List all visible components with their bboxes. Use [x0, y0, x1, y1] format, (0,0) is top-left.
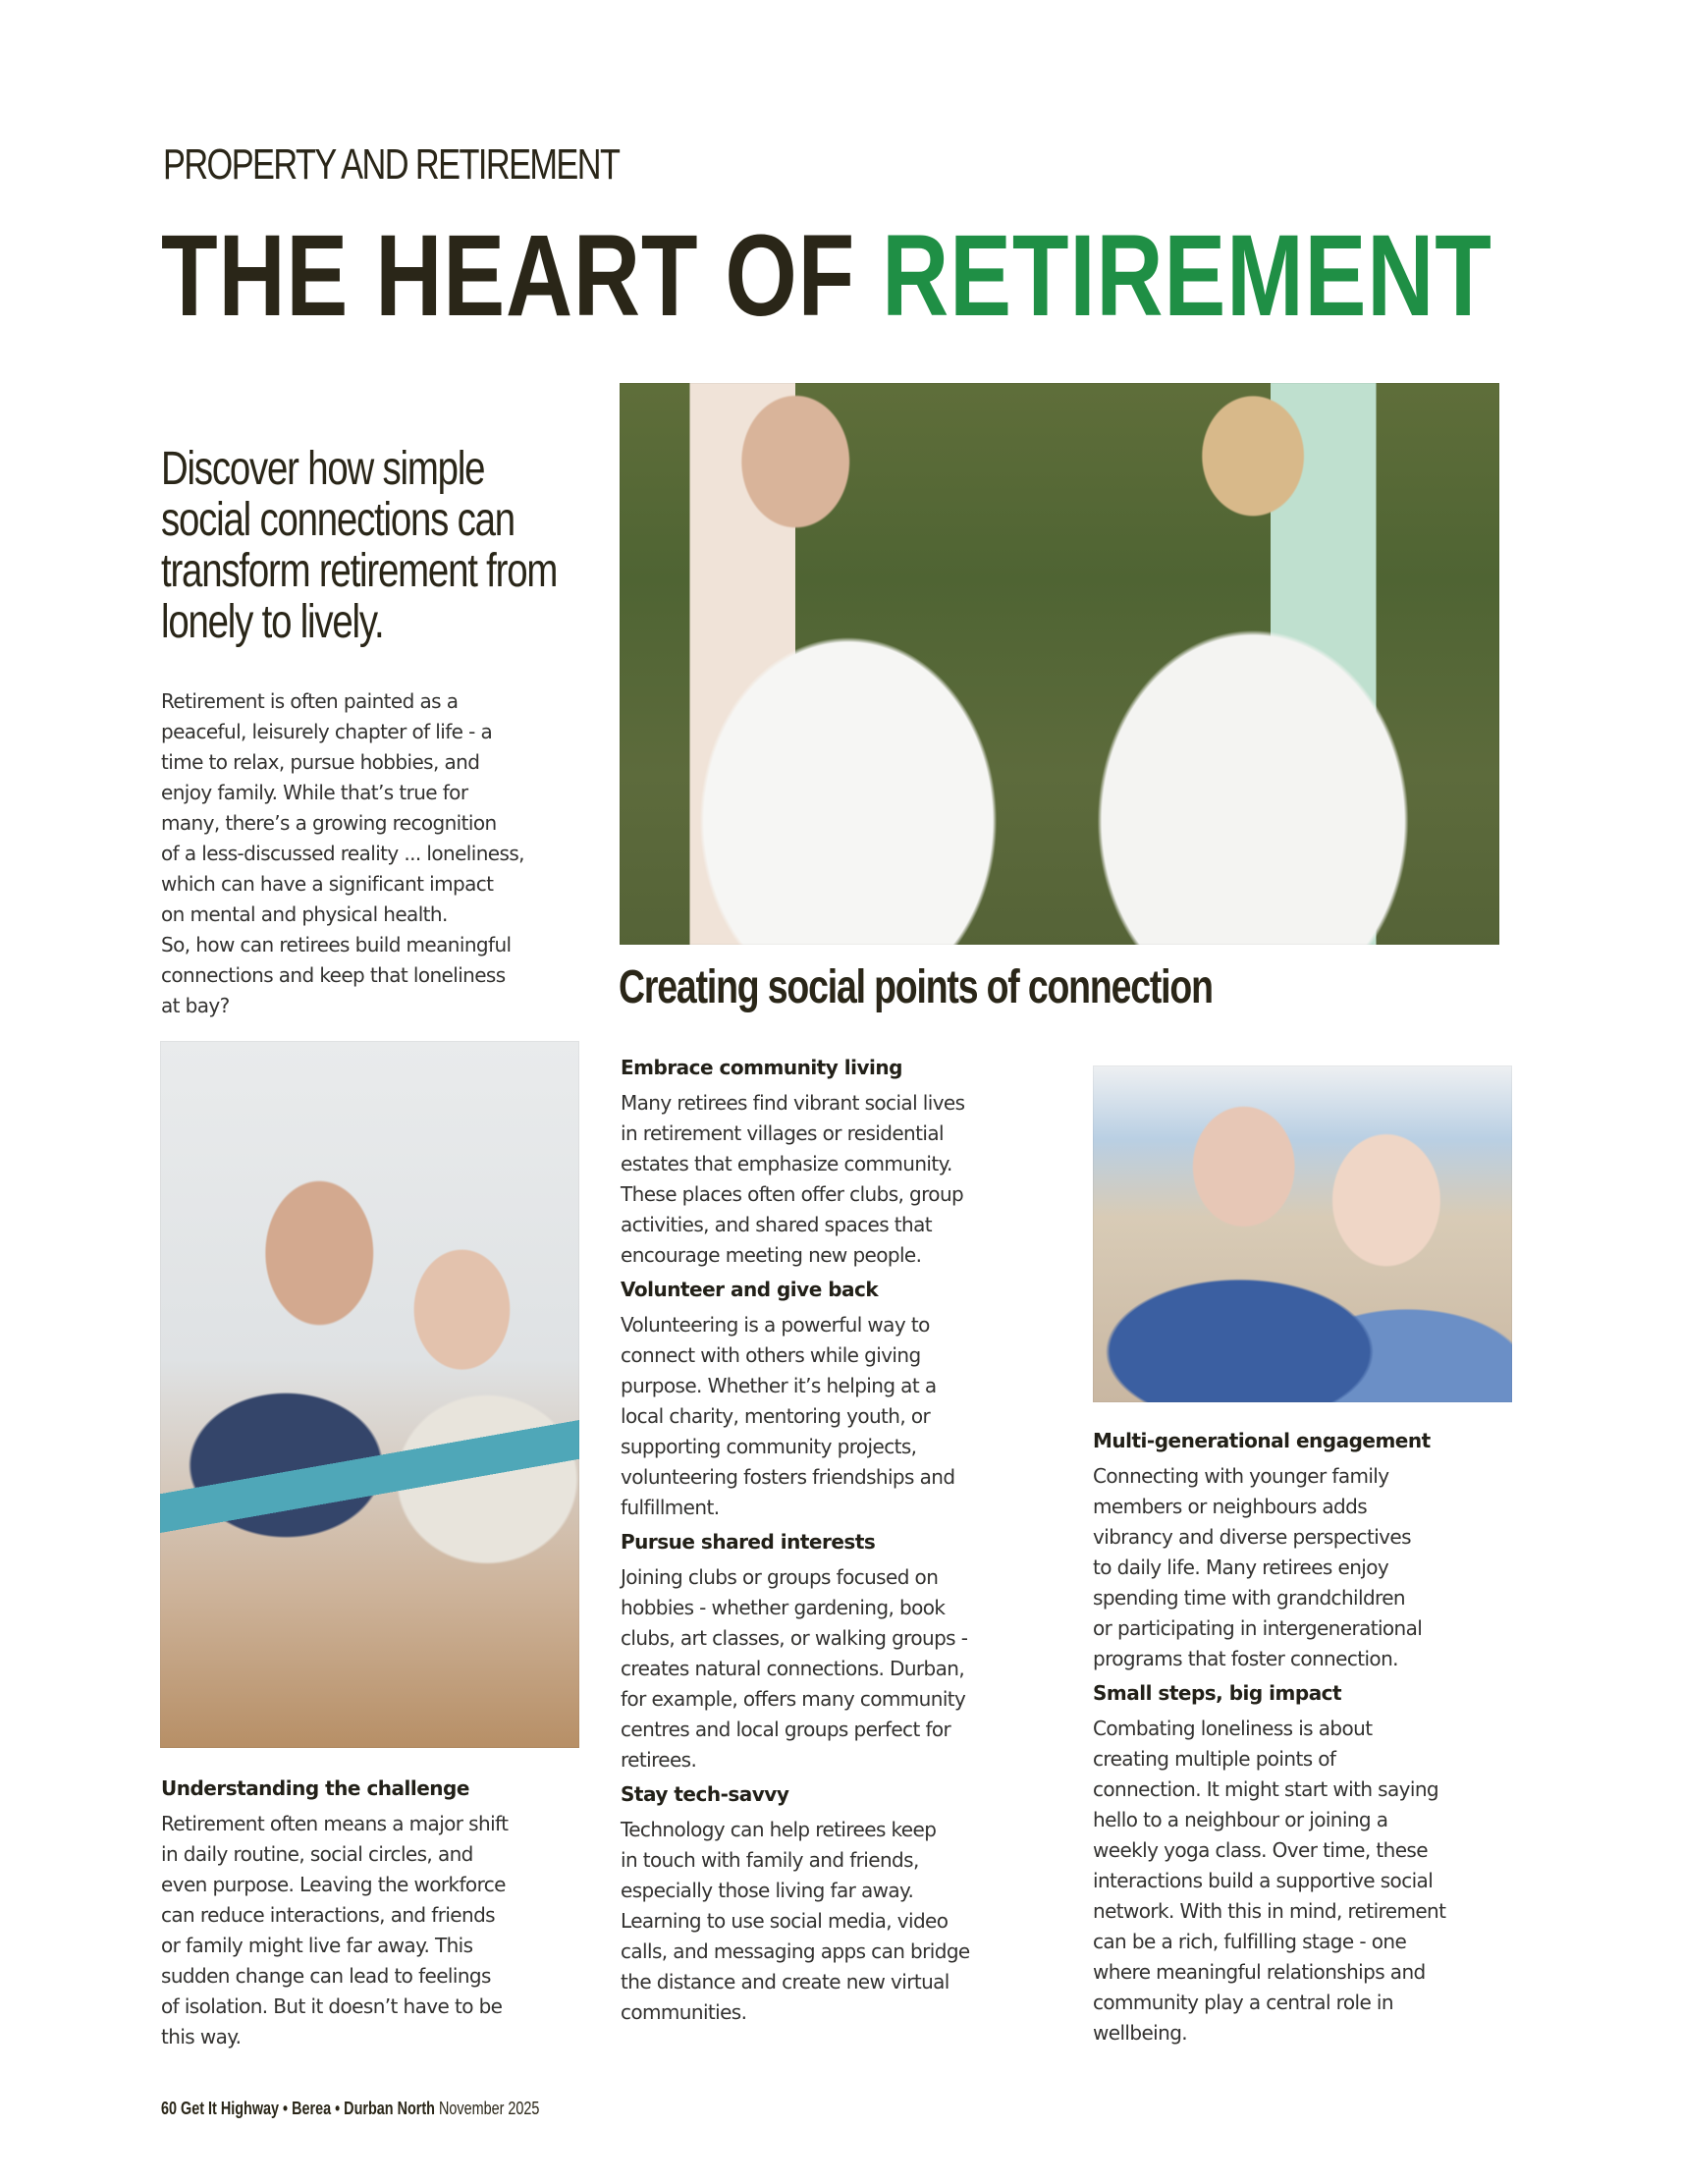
issue-date: November 2025 [438, 2099, 540, 2118]
text-line: hobbies - whether gardening, book [621, 1596, 946, 1619]
text-line: encourage meeting new people. [621, 1243, 922, 1267]
text-line: connection. It might start with saying [1093, 1777, 1438, 1801]
paragraph [1093, 1714, 1525, 2048]
text-line: enjoy family. While that’s true for [161, 781, 468, 804]
text-line: members or neighbours adds [1093, 1495, 1368, 1518]
text-line: connect with others while giving [621, 1343, 921, 1367]
text-line: So, how can retirees build meaningful [161, 933, 512, 956]
page-footer [161, 2099, 539, 2119]
text-line: Retirement often means a major shift [161, 1812, 509, 1835]
text-line: wellbeing. [1093, 2021, 1188, 2045]
text-line: for example, offers many community [621, 1687, 966, 1711]
paragraph [621, 1310, 1053, 1523]
text-line: connections and keep that loneliness [161, 963, 506, 987]
subheading-pursue-shared-interests: Pursue shared interests [621, 1530, 876, 1554]
text-line: calls, and messaging apps can bridge [621, 1939, 970, 1963]
text-line: local charity, mentoring youth, or [621, 1404, 931, 1428]
text-line: These places often offer clubs, group [621, 1182, 964, 1206]
text-line: clubs, art classes, or walking groups - [621, 1626, 968, 1650]
paragraph [621, 1088, 1053, 1271]
text-line: at bay? [161, 994, 230, 1017]
section-label: PROPERTY AND RETIREMENT [163, 140, 620, 189]
section-title: Creating social points of connection [619, 961, 1213, 1013]
paragraph [1093, 1461, 1525, 1674]
text-line: or participating in intergenerational [1093, 1616, 1423, 1640]
text-line: spending time with grandchildren [1093, 1586, 1405, 1610]
text-line: can reduce interactions, and friends [161, 1903, 496, 1927]
text-line: or family might live far away. This [161, 1934, 473, 1957]
text-line: weekly yoga class. Over time, these [1093, 1838, 1428, 1862]
middle-column [621, 1049, 1053, 2028]
text-line: especially those living far away. [621, 1879, 914, 1902]
text-line: purpose. Whether it’s helping at a [621, 1374, 937, 1397]
text-line: which can have a significant impact [161, 872, 494, 896]
text-line: community play a central role in [1093, 1991, 1393, 2014]
text-line: communities. [621, 2000, 747, 2024]
text-line: sudden change can lead to feelings [161, 1964, 491, 1988]
subheading-volunteer-and-give-back: Volunteer and give back [621, 1278, 879, 1301]
text-line: activities, and shared spaces that [621, 1213, 933, 1236]
text-line: volunteering fosters friendships and [621, 1465, 955, 1489]
text-line: in retirement villages or residential [621, 1121, 944, 1145]
text-line: Joining clubs or groups focused on [621, 1565, 939, 1589]
left-column [161, 1770, 583, 2052]
text-line: Learning to use social media, video [621, 1909, 949, 1933]
text-line: to daily life. Many retirees enjoy [1093, 1556, 1389, 1579]
paragraph [621, 1562, 1053, 1775]
subheading-understanding-the-challenge: Understanding the challenge [161, 1776, 469, 1800]
text-line: Technology can help retirees keep [621, 1818, 937, 1841]
text-line: time to relax, pursue hobbies, and [161, 750, 480, 774]
text-line: Retirement is often painted as a [161, 689, 459, 713]
headline-accent: RETIREMENT [882, 211, 1492, 341]
paragraph [161, 1809, 583, 2052]
text-line: Volunteering is a powerful way to [621, 1313, 930, 1337]
standfirst-line: social connections can [161, 494, 515, 546]
standfirst [161, 443, 558, 648]
text-line: programs that foster connection. [1093, 1647, 1398, 1670]
right-column [1093, 1422, 1525, 2048]
text-line: on mental and physical health. [161, 902, 448, 926]
subheading-embrace-community-living: Embrace community living [621, 1056, 902, 1079]
text-line: many, there’s a growing recognition [161, 811, 497, 835]
text-line: fulfillment. [621, 1496, 720, 1519]
headline-dark: THE HEART OF [161, 211, 883, 341]
text-line: in daily routine, social circles, and [161, 1842, 473, 1866]
photo-couple-laughing [1093, 1065, 1512, 1402]
text-line: hello to a neighbour or joining a [1093, 1808, 1388, 1831]
photo-couple-deck-chairs [620, 383, 1499, 945]
standfirst-line: transform retirement from [161, 545, 558, 597]
text-line: Combating loneliness is about [1093, 1717, 1373, 1740]
standfirst-line: lonely to lively. [161, 596, 384, 648]
subheading-multi-generational-engagement: Multi-generational engagement [1093, 1429, 1431, 1452]
text-line: of isolation. But it doesn’t have to be [161, 1994, 503, 2018]
subheading-small-steps-big-impact: Small steps, big impact [1093, 1681, 1342, 1705]
text-line: estates that emphasize community. [621, 1152, 952, 1175]
text-line: of a less-discussed reality ... loneliness, [161, 842, 524, 865]
text-line: creates natural connections. Durban, [621, 1657, 965, 1680]
text-line: vibrancy and diverse perspectives [1093, 1525, 1411, 1549]
text-line: in touch with family and friends, [621, 1848, 919, 1872]
text-line: centres and local groups perfect for [621, 1718, 951, 1741]
text-line: even purpose. Leaving the workforce [161, 1873, 506, 1896]
text-line: creating multiple points of [1093, 1747, 1336, 1771]
paragraph [621, 1815, 1053, 2028]
page-number: 60 [161, 2099, 178, 2118]
text-line: this way. [161, 2025, 242, 2048]
text-line: retirees. [621, 1748, 697, 1772]
page-title [161, 211, 1492, 341]
photo-couple-smartphone [160, 1041, 579, 1748]
text-line: where meaningful relationships and [1093, 1960, 1426, 1984]
intro-paragraph [161, 686, 583, 1021]
text-line: can be a rich, fulfilling stage - one [1093, 1930, 1407, 1953]
text-line: network. With this in mind, retirement [1093, 1899, 1446, 1923]
text-line: Many retirees find vibrant social lives [621, 1091, 965, 1115]
publication-name: Get It Highway • Berea • Durban North [181, 2099, 435, 2118]
subheading-stay-tech-savvy: Stay tech-savvy [621, 1782, 789, 1806]
text-line: interactions build a supportive social [1093, 1869, 1434, 1892]
standfirst-line: Discover how simple [161, 443, 485, 495]
text-line: peaceful, leisurely chapter of life - a [161, 720, 493, 743]
text-line: the distance and create new virtual [621, 1970, 949, 1993]
text-line: supporting community projects, [621, 1435, 917, 1458]
text-line: Connecting with younger family [1093, 1464, 1389, 1488]
